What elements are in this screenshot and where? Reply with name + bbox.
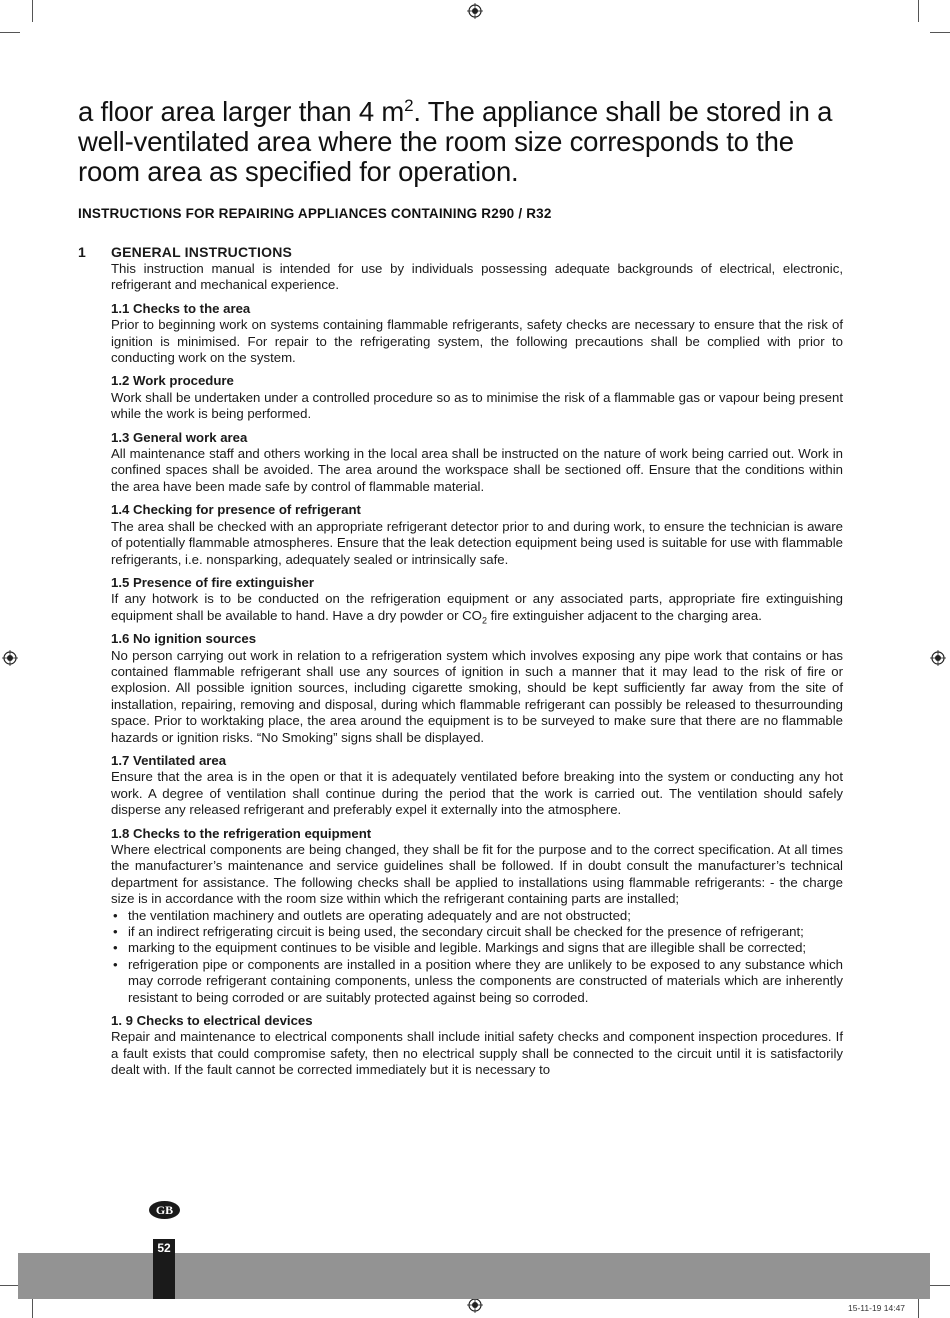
- section-intro: This instruction manual is intended for use by individuals possessing adequate backgrounds of electrical, electronic, refrigerant and mechanical experience.: [111, 261, 843, 293]
- subsection-body: Work shall be undertaken under a controlled procedure so as to minimise the risk of a flammable gas or vapour being present while the work is being performed.: [111, 389, 843, 422]
- page-number: 52: [157, 1241, 171, 1255]
- crop-mark: [930, 1285, 950, 1286]
- list-item: • marking to the equipment continues to be visible and legible. Markings and signs that are illegible shall be corrected;: [111, 940, 843, 956]
- list-item: • if an indirect refrigerating circuit is being used, the secondary circuit shall be checked for the presence of refrigerant;: [111, 924, 843, 940]
- list-item: • the ventilation machinery and outlets are operating adequately and are not obstructed;: [111, 908, 843, 924]
- registration-mark-icon: [930, 650, 946, 666]
- subsection-title: 1.5 Presence of fire extinguisher: [111, 574, 315, 590]
- registration-mark-icon: [2, 650, 18, 666]
- language-badge: GB: [149, 1201, 180, 1219]
- subsection-title: 1.2 Work procedure: [111, 373, 234, 389]
- subsection-body: All maintenance staff and others working in the local area shall be instructed on the nature of work being carried out. Work in confined spaces shall be avoided. The area around the workspace shall be sectioned off. Ensure that the conditions within the area have been made safe by control of flammable material.: [111, 446, 843, 494]
- subsection-body: Prior to beginning work on systems containing flammable refrigerants, safety checks are necessary to ensure that the risk of ignition is minimised. For repair to the refrigerating system, the following precautions shall be complied with prior to conducting work on the system.: [111, 317, 843, 366]
- main-content: [111, 244, 843, 1079]
- print-stamp: 15-11-19 14:47: [848, 1303, 906, 1313]
- crop-mark: [918, 0, 919, 22]
- section-heading: INSTRUCTIONS FOR REPAIRING APPLIANCES CONTAINING R290 / R32: [78, 206, 552, 221]
- subsection-body: The area shall be checked with an appropriate refrigerant detector prior to and during work, to ensure the technician is aware of potentially flammable atmospheres. Ensure that the leak detection equipment being used is suitable for use with flammable refrigerants, i.e. nonsparking, adequately sealed or intrinsically safe.: [111, 518, 843, 567]
- intro-paragraph: a floor area larger than 4 $m^2$. The appliance shall be stored in a well-ventilated area where the room size corresponds to the room area as specified for operation.: [78, 95, 833, 187]
- subsection-body: Repair and maintenance to electrical components shall include initial safety checks and component inspection procedures. If a fault exists that could compromise safety, then no electrical supply shall be connected to the circuit until it is satisfactorily dealt with. If the fault cannot be corrected immediately but it is necessary to: [111, 1029, 843, 1078]
- registration-mark-icon: [467, 3, 483, 19]
- subscript: 2: [481, 615, 487, 626]
- subsection-title: 1.6 No ignition sources: [111, 631, 257, 647]
- subsection-title: 1.1 Checks to the area: [111, 300, 251, 316]
- list-item: • refrigeration pipe or components are installed in a position where they are unlikely to be exposed to any substance which may corrode refrigerant containing components, unless the components are constructed of materials which are inherently resistant to being corroded or are suitably protected against being so corroded.: [111, 957, 843, 1006]
- section-number: 1: [78, 244, 86, 260]
- section-title: GENERAL INSTRUCTIONS: [111, 244, 293, 260]
- crop-mark: [918, 1296, 919, 1318]
- crop-mark: [32, 0, 33, 22]
- crop-mark: [0, 1285, 20, 1286]
- crop-mark: [32, 1296, 33, 1318]
- subsection-body: No person carrying out work in relation to a refrigeration system which involves exposing any pipe work that contains or has contained flammable refrigerant shall use any sources of ignition in such a manner that it may lead to the risk of fire or explosion. All possible ignition sources, including cigarette smoking, should be kept sufficiently far away from the site of installation, repairing, removing and disposal, during which flammable refrigerant can possibly be released to thesurrounding space. Prior to worktaking place, the area around the equipment is to be surveyed to make sure that there are no flammable hazards or ignition risks. “No Smoking” signs shall be displayed.: [111, 647, 843, 745]
- crop-mark: [0, 32, 20, 33]
- subsection-body: If any hotwork is to be conducted on the refrigeration equipment or any associated parts, appropriate fire extinguishing equipment shall be available to hand. Have a dry powder or $CO_2$ fire extinguisher adjacent to the charging area.: [111, 591, 843, 626]
- subsection-title: 1.8 Checks to the refrigeration equipment: [111, 825, 372, 841]
- subsection-title: 1.4 Checking for presence of refrigerant: [111, 502, 361, 518]
- subsection-body: Ensure that the area is in the open or that it is adequately ventilated before breaking into the system or conducting any hot work. A degree of ventilation shall continue during the period that the work is carried out. The ventilation should safely disperse any released refrigerant and preferably expel it externally into the atmosphere.: [111, 769, 843, 818]
- superscript: 2: [404, 95, 414, 115]
- subsection-title: 1. 9 Checks to electrical devices: [111, 1013, 313, 1029]
- subsection-body: Where electrical components are being changed, they shall be fit for the purpose and to the correct specification. At all times the manufacturer’s maintenance and service guidelines shall be followed. If in doubt consult the manufacturer’s technical department for assistance. The following checks shall be applied to installations using flammable refrigerants: - the charge size is in accordance with the room size within which the refrigerant containing parts are installed;: [111, 842, 843, 907]
- crop-mark: [930, 32, 950, 33]
- subsection-title: 1.7 Ventilated area: [111, 752, 227, 768]
- bullet-list: [111, 908, 843, 1006]
- registration-mark-icon: [467, 1297, 483, 1313]
- subsection-title: 1.3 General work area: [111, 429, 248, 445]
